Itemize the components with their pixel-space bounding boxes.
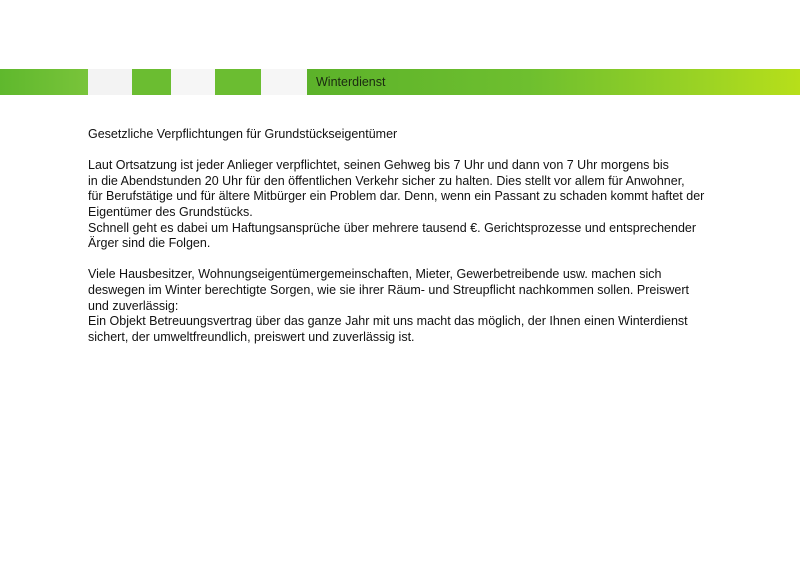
paragraph-liability [88, 158, 758, 252]
banner-gap [88, 69, 132, 95]
paragraph-service [88, 267, 758, 345]
header-banner [0, 69, 800, 95]
text-line: Laut Ortsatzung ist jeder Anlieger verpflichtet, seinen Gehweg bis 7 Uhr und dann von 7 Uhr morgens bis [88, 158, 669, 173]
banner-green-block [132, 69, 171, 95]
text-line: für Berufstätige und für ältere Mitbürger ein Problem dar. Denn, wenn ein Passant zu schaden kommt haftet der [88, 189, 705, 204]
section-heading: Gesetzliche Verpflichtungen für Grundstückseigentümer [88, 127, 398, 141]
text-line: deswegen im Winter berechtigte Sorgen, wie sie ihrer Räum- und Streupflicht nachkommen sollen. Preiswert [88, 282, 689, 297]
text-line: Ärger sind die Folgen. [88, 236, 211, 251]
main-content [88, 127, 758, 361]
text-line: sichert, der umweltfreundlich, preiswert und zuverlässig ist. [88, 329, 415, 344]
text-line: Ein Objekt Betreuungsvertrag über das ganze Jahr mit uns macht das möglich, der Ihnen einen Winterdienst [88, 314, 688, 329]
banner-gap [171, 69, 215, 95]
banner-green-block [215, 69, 261, 95]
text-line: in die Abendstunden 20 Uhr für den öffentlichen Verkehr sicher zu halten. Dies stellt vor allem für Anwohner, [88, 173, 685, 188]
text-line: Eigentümer des Grundstücks. [88, 204, 253, 219]
text-line: Viele Hausbesitzer, Wohnungseigentümergemeinschaften, Mieter, Gewerbetreibende usw. machen sich [88, 267, 662, 282]
banner-green-block [0, 69, 88, 95]
text-line: und zuverlässig: [88, 298, 179, 313]
page-title: Winterdienst [316, 75, 386, 89]
text-line: Schnell geht es dabei um Haftungsansprüche über mehrere tausend €. Gerichtsprozesse und entsprechender [88, 220, 697, 235]
banner-gap [261, 69, 307, 95]
